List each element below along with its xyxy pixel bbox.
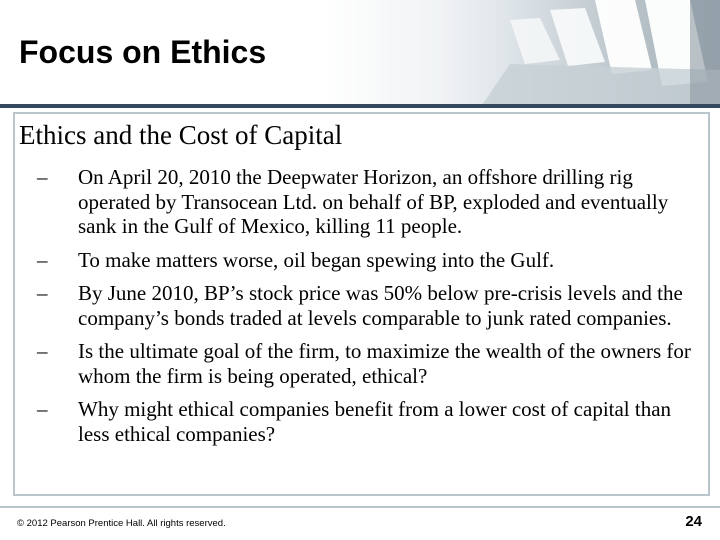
slide-title: Focus on Ethics bbox=[19, 34, 267, 70]
list-item bbox=[37, 281, 692, 330]
bullet-marker: – bbox=[37, 165, 48, 189]
list-item bbox=[37, 397, 692, 446]
footer-divider bbox=[0, 506, 720, 508]
bullet-list bbox=[37, 165, 692, 455]
bullet-marker: – bbox=[37, 281, 48, 305]
bullet-text: Is the ultimate goal of the firm, to maximize the wealth of the owners for whom the firm is being operated, ethical? bbox=[78, 339, 691, 388]
list-item bbox=[37, 165, 692, 239]
bullet-text: To make matters worse, oil began spewing into the Gulf. bbox=[78, 247, 555, 272]
bullet-marker: – bbox=[37, 397, 48, 421]
list-item bbox=[37, 248, 692, 273]
conference-room-image bbox=[390, 0, 720, 108]
bullet-marker: – bbox=[37, 339, 48, 363]
section-heading: Ethics and the Cost of Capital bbox=[19, 120, 343, 150]
list-item bbox=[37, 339, 692, 388]
bullet-marker: – bbox=[37, 247, 48, 272]
header-divider bbox=[0, 104, 720, 108]
slide-header bbox=[0, 0, 720, 108]
bullet-text: By June 2010, BP’s stock price was 50% below pre-crisis levels and the company’s bonds traded at levels comparable to junk rated companies. bbox=[78, 281, 683, 330]
copyright-notice: © 2012 Pearson Prentice Hall. All rights reserved. bbox=[17, 518, 226, 529]
bullet-text: Why might ethical companies benefit from a lower cost of capital than less ethical companies? bbox=[78, 397, 672, 446]
page-number: 24 bbox=[685, 513, 702, 530]
bullet-text: On April 20, 2010 the Deepwater Horizon, an offshore drilling rig operated by Transocean Ltd. on behalf of BP, exploded and eventually sank in the Gulf of Mexico, killing 11 people. bbox=[78, 165, 669, 238]
